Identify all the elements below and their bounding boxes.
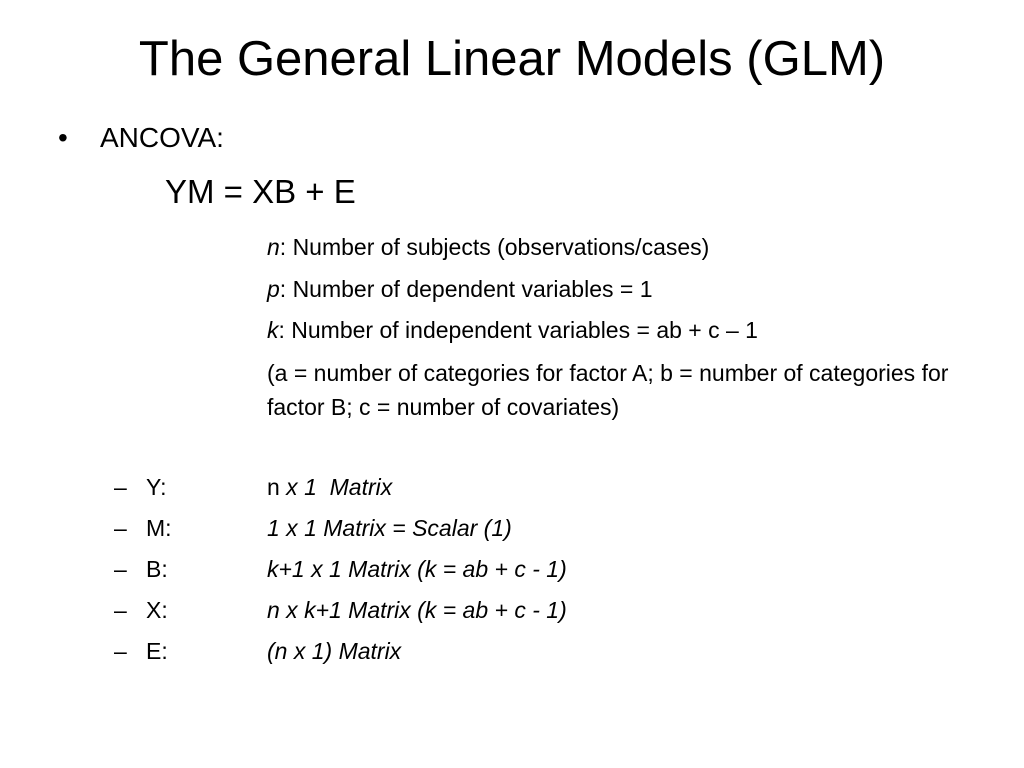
bullet-dot-icon: • <box>58 122 68 153</box>
definition-n <box>267 233 709 261</box>
matrix-label: B: <box>146 556 168 582</box>
matrix-label: Y: <box>146 474 167 500</box>
definition-p <box>267 275 653 303</box>
definition-symbol: n <box>267 234 280 260</box>
dash-icon: – <box>114 556 127 582</box>
matrix-row-b <box>114 555 567 583</box>
definition-text: : Number of independent variables = ab + c – 1 <box>278 317 758 343</box>
bullet-ancova <box>58 120 224 156</box>
matrix-description <box>267 555 567 583</box>
matrix-row-e <box>114 637 402 665</box>
definition-text: : Number of subjects (observations/cases) <box>279 234 710 260</box>
matrix-description-italic: x 1 Matrix <box>279 474 393 500</box>
definition-symbol: p <box>267 276 280 302</box>
matrix-description-italic: 1 x 1 Matrix = Scalar (1) <box>267 515 512 541</box>
slide-title: The General Linear Models (GLM) <box>138 32 886 86</box>
dash-icon: – <box>114 597 127 623</box>
dash-icon: – <box>114 515 127 541</box>
dash-icon: – <box>114 474 127 500</box>
definition-k <box>267 316 758 344</box>
matrix-row-y <box>114 473 393 501</box>
dash-icon: – <box>114 638 127 664</box>
matrix-row-m <box>114 514 512 542</box>
bullet-text: ANCOVA: <box>100 122 224 153</box>
categories-note: (a = number of categories for factor A; b = number of categories for factor B; c = number of covariates) <box>267 360 949 420</box>
matrix-description-italic: n x k+1 Matrix (k = ab + c - 1) <box>267 597 567 623</box>
matrix-label: M: <box>146 515 172 541</box>
definition-symbol: k <box>267 317 279 343</box>
matrix-description <box>267 514 512 542</box>
matrix-row-x <box>114 596 567 624</box>
matrix-label: X: <box>146 597 168 623</box>
matrix-description <box>267 637 401 665</box>
matrix-description-italic: (n x 1) Matrix <box>267 638 402 664</box>
matrix-description-italic: k+1 x 1 Matrix (k = ab + c - 1) <box>267 556 567 582</box>
matrix-description <box>267 596 567 624</box>
matrix-label: E: <box>146 638 168 664</box>
matrix-description <box>267 473 392 501</box>
matrix-description-plain: n <box>267 474 280 500</box>
equation: YM = XB + E <box>165 173 356 210</box>
definition-text: : Number of dependent variables = 1 <box>279 276 653 302</box>
